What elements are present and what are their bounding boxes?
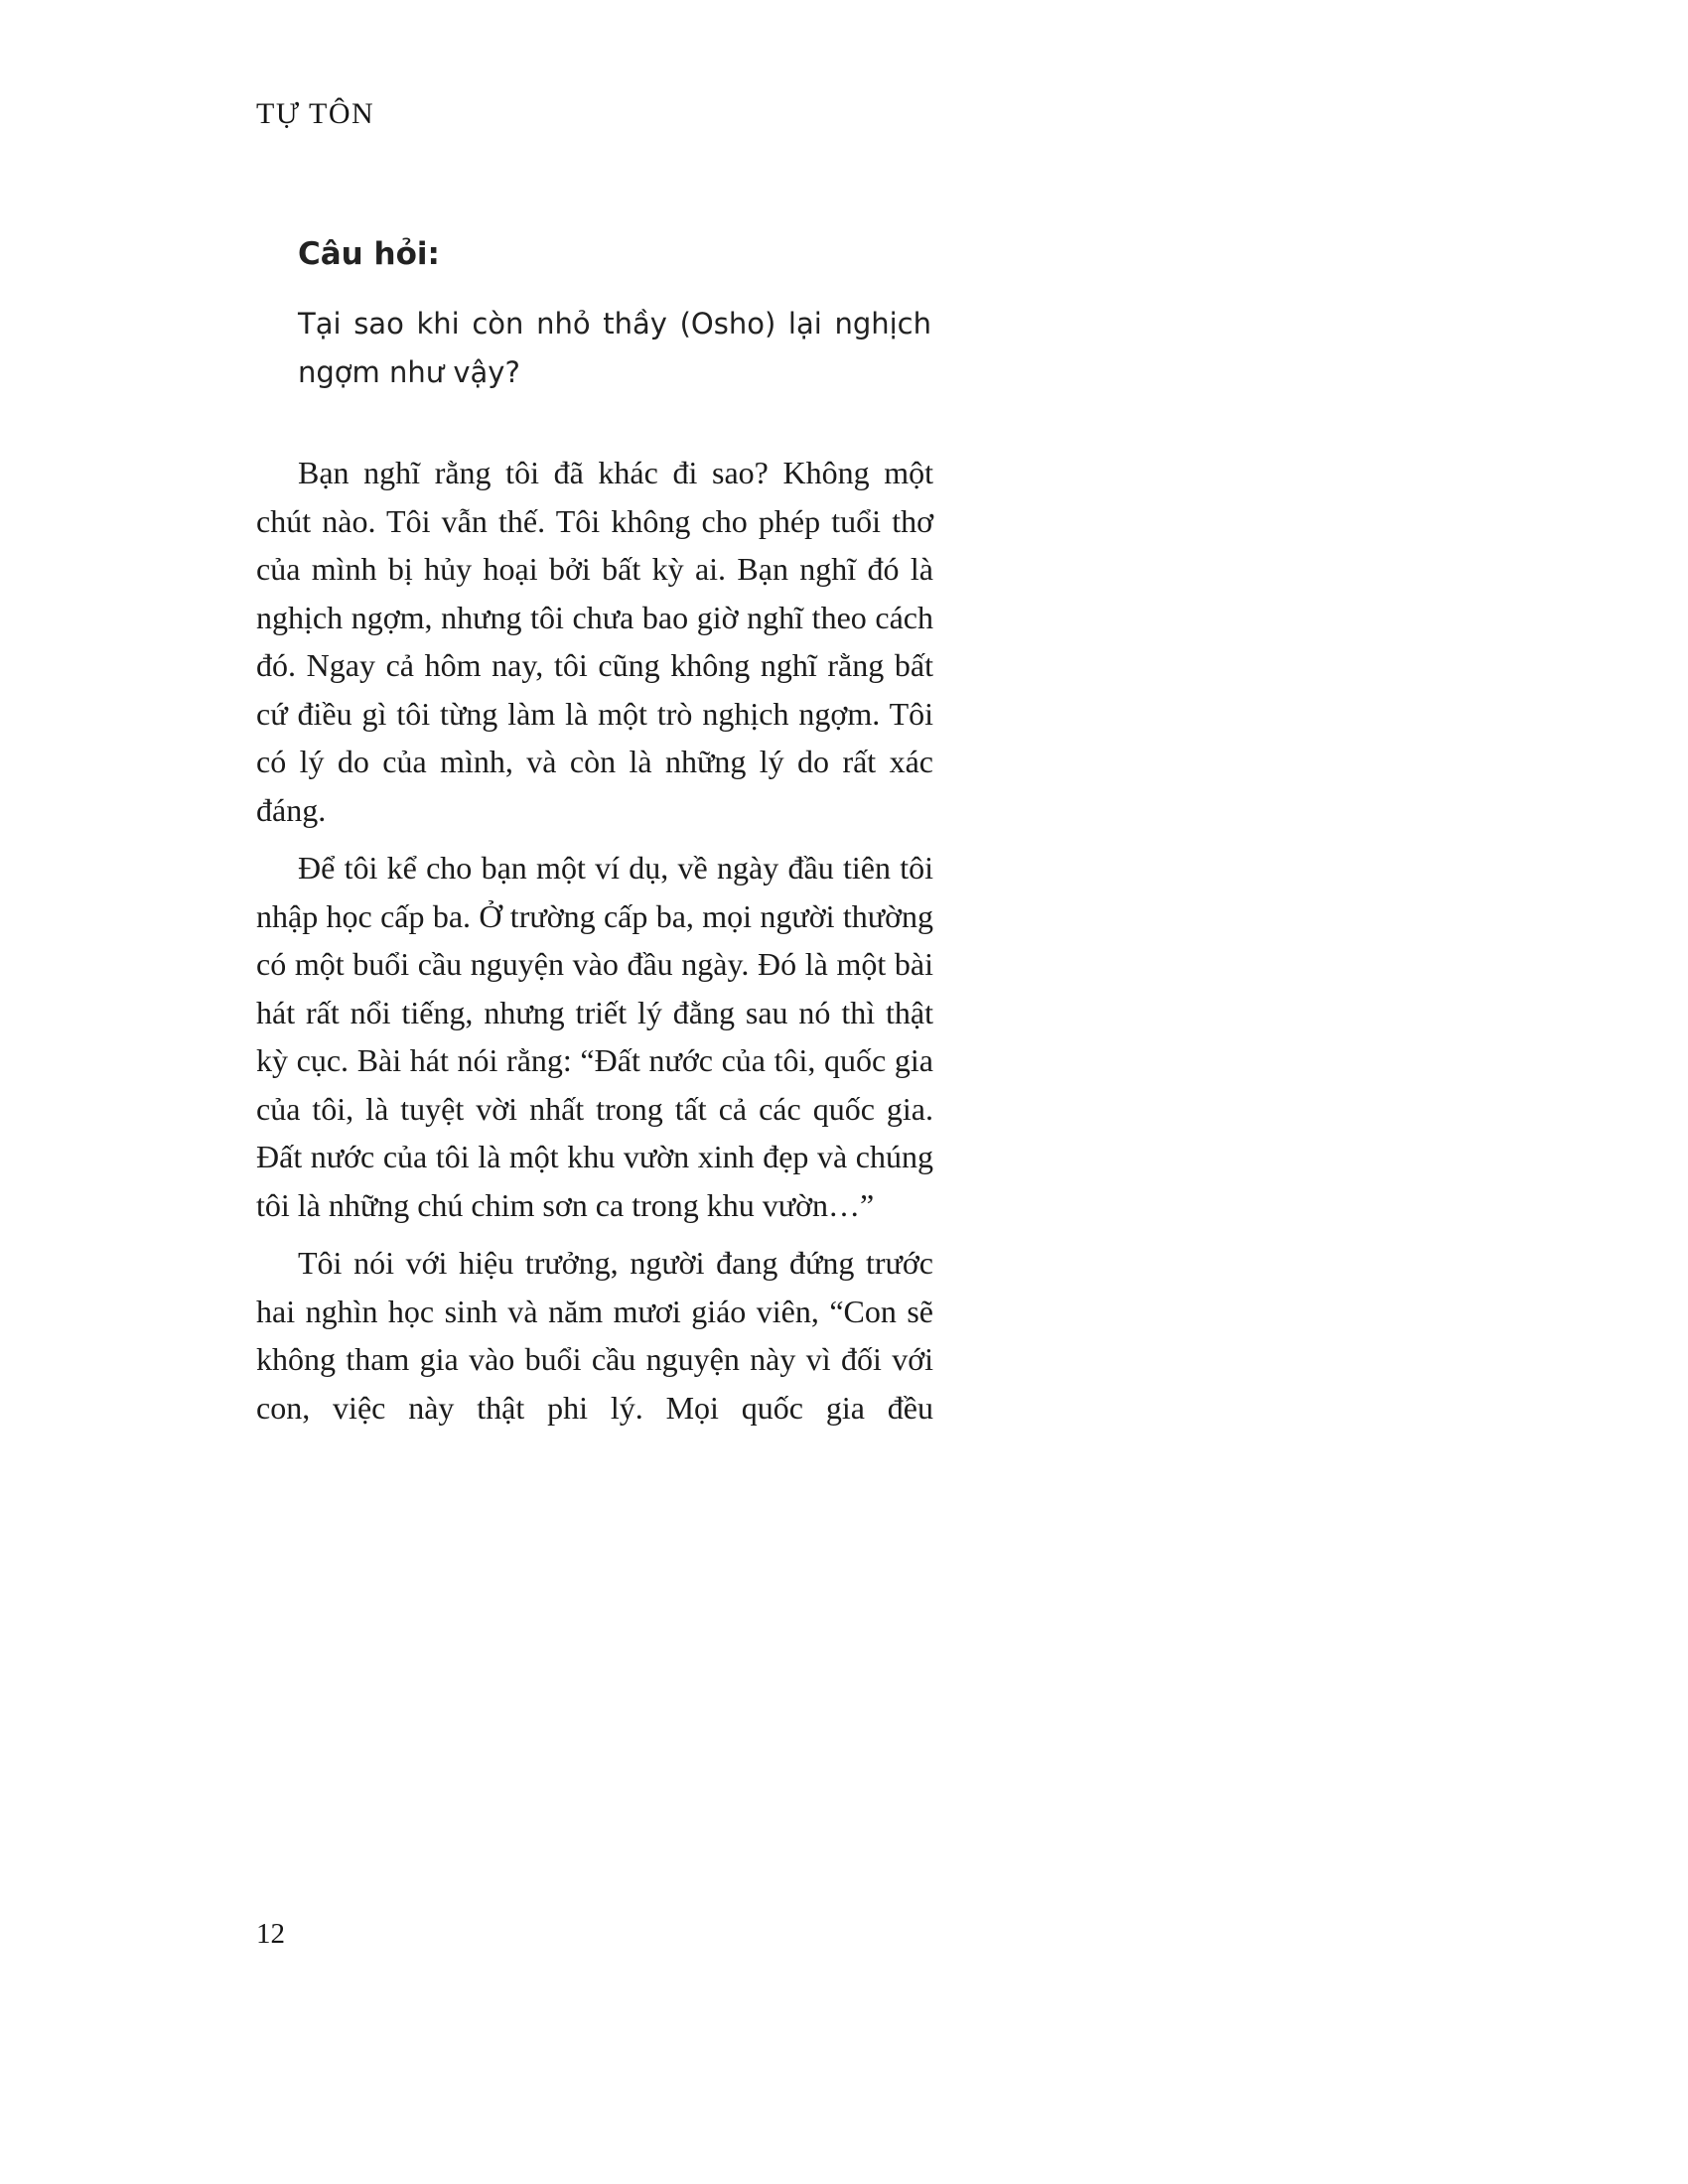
- paragraph-2: Để tôi kể cho bạn một ví dụ, về ngày đầu tiên tôi nhập học cấp ba. Ở trường cấp ba, mọi người thường có một buổi cầu nguyện vào đầu ngày. Đó là một bài hát rất nổi tiếng, nhưng triết lý đằng sau nó thì thật kỳ cục. Bài hát nói rằng: “Đất nước của tôi, quốc gia của tôi, là tuyệt vời nhất trong tất cả các quốc gia. Đất nước của tôi là một khu vườn xinh đẹp và chúng tôi là những chú chim sơn ca trong khu vườn…”: [256, 850, 933, 1223]
- paragraph-1: Bạn nghĩ rằng tôi đã khác đi sao? Không một chút nào. Tôi vẫn thế. Tôi không cho phép tuổi thơ của mình bị hủy hoại bởi bất kỳ ai. Bạn nghĩ đó là nghịch ngợm, nhưng tôi chưa bao giờ nghĩ theo cách đó. Ngay cả hôm nay, tôi cũng không nghĩ rằng bất cứ điều gì tôi từng làm là một trò nghịch ngợm. Tôi có lý do của mình, và còn là những lý do rất xác đáng.: [256, 455, 933, 828]
- body-text: [256, 449, 933, 1432]
- page-number: 12: [256, 1918, 285, 1950]
- question-text: Tại sao khi còn nhỏ thầy (Osho) lại nghịch ngợm như vậy?: [298, 307, 931, 389]
- paragraph-3: Tôi nói với hiệu trưởng, người đang đứng trước hai nghìn học sinh và năm mươi giáo viên, “Con sẽ không tham gia vào buổi cầu nguyện này vì đối với con, việc này thật phi lý. Mọi quốc gia đều: [256, 1245, 933, 1426]
- running-header: TỰ TÔN: [256, 97, 375, 130]
- question-block: [298, 236, 931, 397]
- question-label: Câu hỏi:: [298, 236, 440, 272]
